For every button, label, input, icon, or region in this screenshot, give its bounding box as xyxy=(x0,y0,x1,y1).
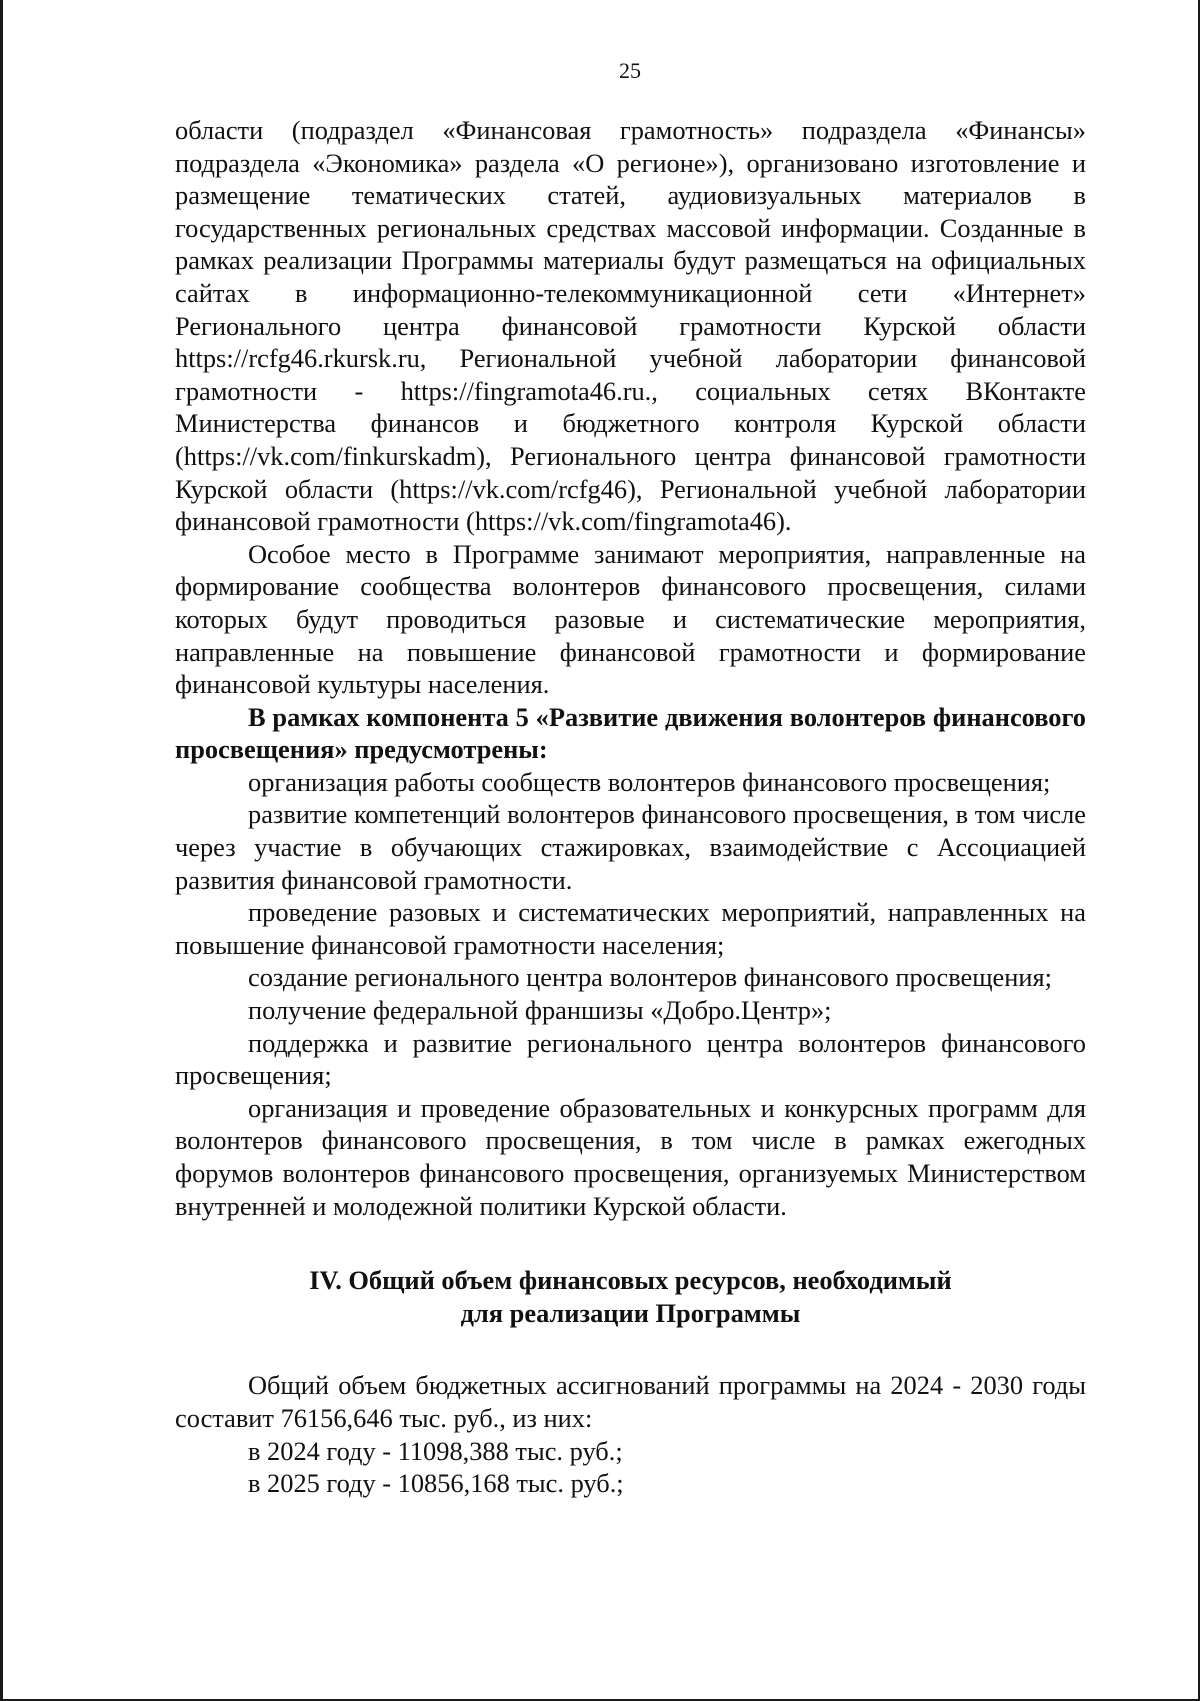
list-item: организация и проведение образовательных и конкурсных программ для волонтеров финансового просвещения, в том числе в рамках ежегодных форумов волонтеров финансового просвещения, организуемых Министерством внутренней и молодежной политики Курской области. xyxy=(175,1092,1086,1221)
list-item: организация работы сообществ волонтеров финансового просвещения; xyxy=(248,766,1051,797)
list-item: создание регионального центра волонтеров финансового просвещения; xyxy=(248,962,1052,993)
list-item: развитие компетенций волонтеров финансового просвещения, в том числе через участие в обучающих стажировках, взаимодействие с Ассоциацией развития финансовой грамотности. xyxy=(175,799,1086,895)
budget-line-2024: в 2024 году - 11098,388 тыс. руб.; xyxy=(248,1435,623,1466)
paragraph-volunteer-community: Особое место в Программе занимают мероприятия, направленные на формирование сообщества волонтеров финансового просвещения, силами которых будут проводиться разовые и систематические мероприятия, направленные на повышение финансовой грамотности и формирование финансовой культуры населения. xyxy=(175,538,1086,700)
document-body xyxy=(175,114,1086,1500)
list-item: получение федеральной франшизы «Добро.Центр»; xyxy=(248,995,832,1026)
section-heading-line-1: IV. Общий объем финансовых ресурсов, необходимый xyxy=(309,1265,952,1296)
paragraph-budget-total: Общий объем бюджетных ассигнований программы на 2024 - 2030 годы составит 76156,646 тыс. руб., из них: xyxy=(175,1370,1086,1433)
page-edge-left xyxy=(0,0,3,1701)
page-number: 25 xyxy=(619,58,641,83)
list-item: поддержка и развитие регионального центра волонтеров финансового просвещения; xyxy=(175,1027,1086,1091)
section-heading-line-2: для реализации Программы xyxy=(460,1297,801,1328)
budget-line-2025: в 2025 году - 10856,168 тыс. руб.; xyxy=(248,1468,624,1499)
paragraph-media-links: области (подраздел «Финансовая грамотность» подраздела «Финансы» подраздела «Экономика» раздела «О регионе»), организовано изготовление и размещение тематических статей, аудиовизуальных материалов в государственных региональных средствах массовой информации. Созданные в рамках реализации Программы материалы будут размещаться на официальных сайтах в информационно-телекоммуникационной сети «Интернет» Регионального центра финансовой грамотности Курской области https://rcfg46.rkursk.ru, Региональной учебной лаборатории финансовой грамотности - https://fingramota46.ru., социальных сетях ВКонтакте Министерства финансов и бюджетного контроля Курской области (https://vk.com/finkurskadm), Регионального центра финансовой грамотности Курской области (https://vk.com/rcfg46), Региональной учебной лаборатории финансовой грамотности (https://vk.com/fingramota46). xyxy=(175,115,1086,537)
paragraph-component-5-heading: В рамках компонента 5 «Развитие движения волонтеров финансового просвещения» предусмотрены: xyxy=(175,701,1086,765)
section-heading xyxy=(175,1264,1086,1329)
list-item: проведение разовых и систематических мероприятий, направленных на повышение финансовой грамотности населения; xyxy=(175,897,1086,960)
